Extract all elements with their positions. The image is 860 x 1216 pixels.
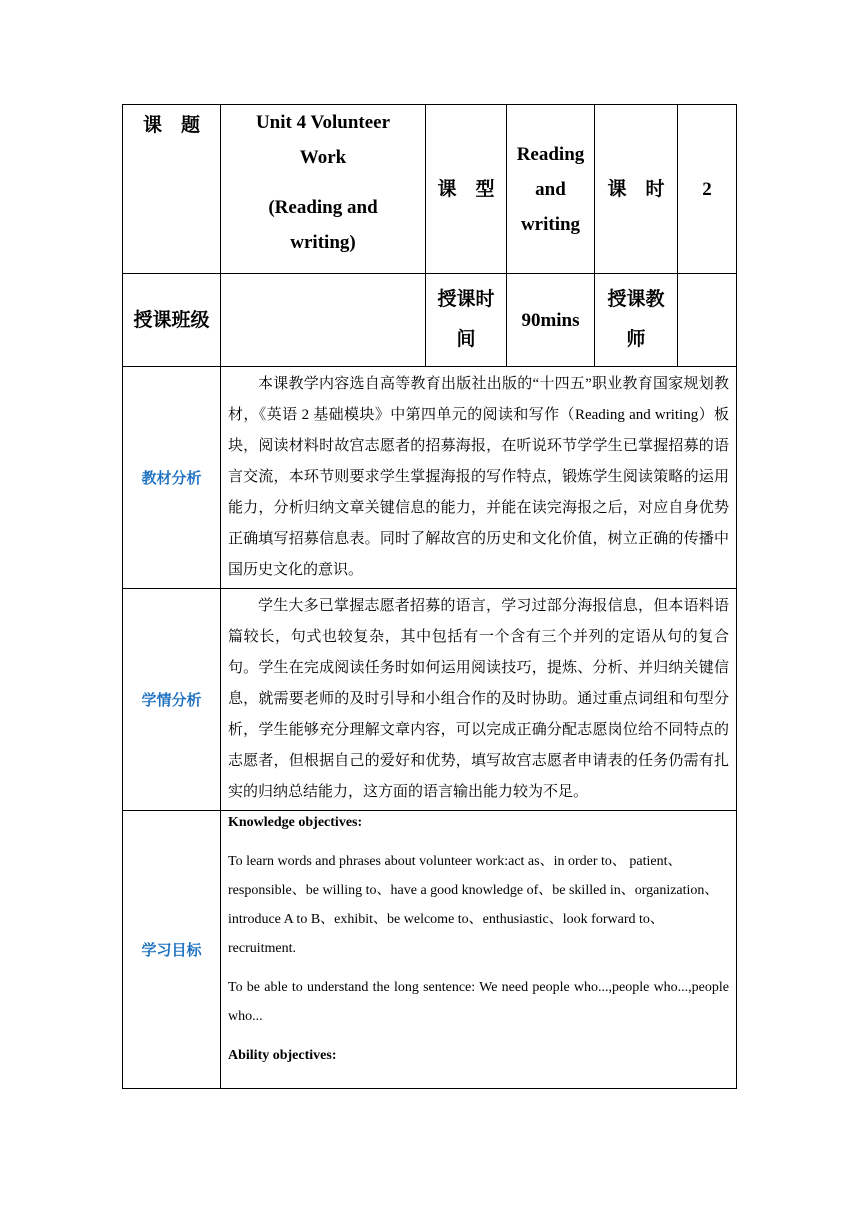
- time-label-line-2: 间: [456, 329, 476, 350]
- lesson-plan-table: [122, 104, 737, 1089]
- header-row-2: [123, 274, 737, 367]
- knowledge-text: To learn words and phrases about volunteer work:act as、in order to、 patient、responsible、be willing to、have a good knowledge of、be skilled in、organization、introduce A to B、exhibit、be welcome to、enthusiastic、look forward to、recruitment.: [228, 854, 719, 956]
- time-label: [426, 274, 507, 367]
- type-value-line-1: Reading: [516, 143, 585, 165]
- teacher-label: [595, 274, 678, 367]
- objectives-cell: [221, 811, 737, 1089]
- topic-value: [221, 105, 426, 274]
- header-row-1: [123, 105, 737, 274]
- hours-value: 2: [678, 105, 737, 274]
- time-label-line-1: 授课时: [437, 289, 495, 310]
- type-label: 课 型: [426, 105, 507, 274]
- type-value-line-3: writing: [520, 213, 581, 235]
- teacher-value: [678, 274, 737, 367]
- textbook-analysis-cell: [221, 367, 737, 589]
- type-value-line-2: and: [535, 178, 566, 200]
- objectives-label: 学习目标: [123, 811, 221, 1089]
- ability-heading: Ability objectives:: [228, 1048, 337, 1063]
- type-value: [507, 105, 595, 274]
- hours-label: 课 时: [595, 105, 678, 274]
- teacher-label-line-2: 师: [626, 329, 646, 350]
- topic-label: 课 题: [123, 105, 221, 274]
- objectives-row: [123, 811, 737, 1089]
- textbook-analysis-label: 教材分析: [123, 367, 221, 589]
- topic-line-1: Unit 4 Volunteer: [255, 112, 391, 133]
- time-value: 90mins: [507, 274, 595, 367]
- knowledge-heading: Knowledge objectives:: [228, 815, 363, 830]
- student-analysis-label: 学情分析: [123, 589, 221, 811]
- class-value: [221, 274, 426, 367]
- topic-line-2: Work: [299, 147, 347, 168]
- teacher-label-line-1: 授课教: [607, 289, 665, 310]
- student-analysis-cell: [221, 589, 737, 811]
- topic-line-4: writing): [290, 232, 356, 253]
- class-label: 授课班级: [123, 274, 221, 367]
- textbook-analysis-text: 本课教学内容选自高等教育出版社出版的“十四五”职业教育国家规划教材，《英语 2 基础模块》中第四单元的阅读和写作（Reading and writing）板块，阅读材料时故宫志愿者的招募海报，在听说环节学学生已掌握招募的语言交流，本环节则要求学生掌握海报的写作特点，锻炼学生阅读策略的运用能力，分析归纳文章关键信息的能力，并能在读完海报之后，对应自身优势正确填写招募信息表。同时了解故宫的历史和文化价值，树立正确的传播中国历史文化的意识。: [228, 376, 729, 578]
- textbook-analysis-row: [123, 367, 737, 589]
- sentence-objective-text: To be able to understand the long sentence: We need people who...,people who...,people who...: [228, 980, 729, 1024]
- student-analysis-row: [123, 589, 737, 811]
- topic-line-3: (Reading and: [268, 197, 378, 218]
- student-analysis-text: 学生大多已掌握志愿者招募的语言，学习过部分海报信息，但本语料语篇较长，句式也较复杂，其中包括有一个含有三个并列的定语从句的复合句。学生在完成阅读任务时如何运用阅读技巧，提炼、分析、并归纳关键信息，就需要老师的及时引导和小组合作的及时协助。通过重点词组和句型分析，学生能够充分理解文章内容，可以完成正确分配志愿岗位给不同特点的志愿者，但根据自己的爱好和优势，填写故宫志愿者申请表的任务仍需有扎实的归纳总结能力，这方面的语言输出能力较为不足。: [228, 598, 729, 800]
